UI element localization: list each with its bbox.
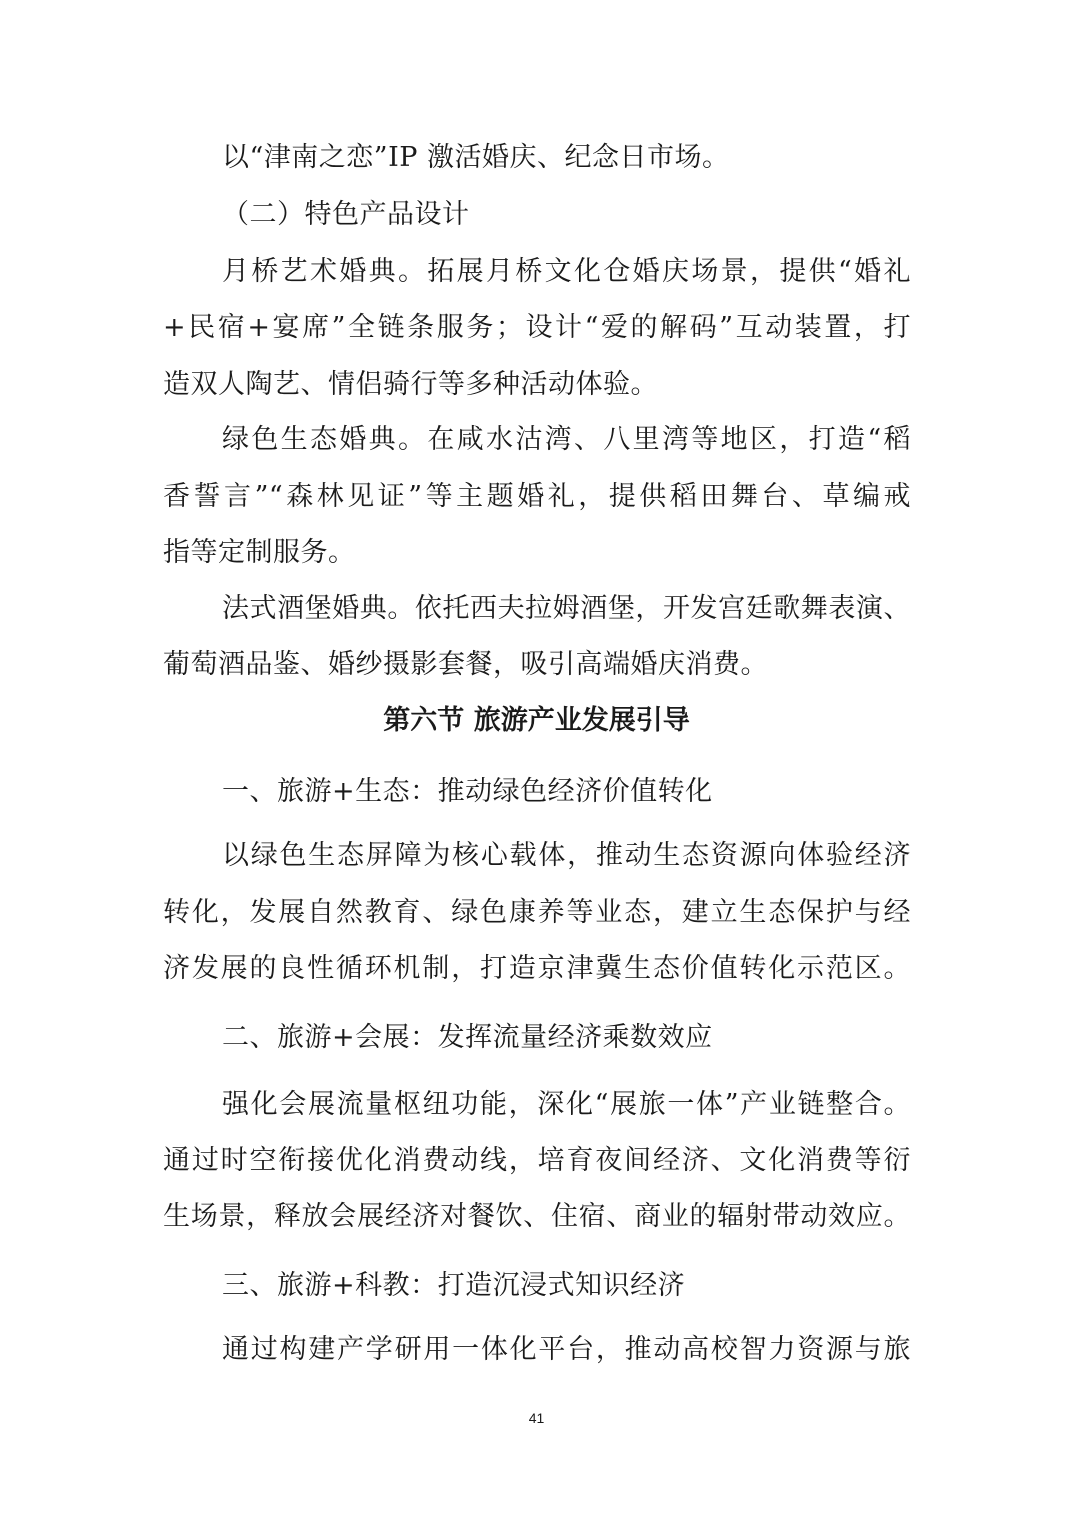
text-line: 济发展的良性循环机制，打造京津冀生态价值转化示范区。 [163,953,911,984]
text-line: 生场景，释放会展经济对餐饮、住宿、商业的辐射带动效应。 [163,1201,911,1232]
section-title: 第六节 旅游产业发展引导 [383,705,690,736]
text-line: +民宿+宴席”全链条服务；设计“爱的解码”互动装置，打 [163,312,911,343]
text-line: 葡萄酒品鉴、婚纱摄影套餐，吸引高端婚庆消费。 [163,649,768,680]
text-line: 绿色生态婚典。在咸水沽湾、八里湾等地区，打造“稻 [222,424,911,455]
subsection-heading: 三、旅游+科教：打造沉浸式知识经济 [222,1270,686,1301]
text-line: 转化，发展自然教育、绿色康养等业态，建立生态保护与经 [163,897,911,928]
text-line: 香誓言”“森林见证”等主题婚礼，提供稻田舞台、草编戒 [163,481,911,512]
text-line: 以“津南之恋”IP 激活婚庆、纪念日市场。 [222,142,730,173]
subsection-heading: 一、旅游+生态：推动绿色经济价值转化 [222,776,713,807]
text-line: 造双人陶艺、情侣骑行等多种活动体验。 [163,369,658,400]
subsection-heading: （二）特色产品设计 [222,199,470,230]
text-line: 强化会展流量枢纽功能，深化“展旅一体”产业链整合。 [222,1089,911,1120]
text-line: 月桥艺术婚典。拓展月桥文化仓婚庆场景，提供“婚礼 [222,256,911,287]
text-line: 法式酒堡婚典。依托西夫拉姆酒堡，开发宫廷歌舞表演、 [222,593,911,624]
page-number: 41 [528,1410,545,1426]
text-line: 以绿色生态屏障为核心载体，推动生态资源向体验经济 [222,840,911,871]
subsection-heading: 二、旅游+会展：发挥流量经济乘数效应 [222,1022,713,1053]
text-line: 通过构建产学研用一体化平台，推动高校智力资源与旅 [222,1334,911,1365]
text-line: 通过时空衔接优化消费动线，培育夜间经济、文化消费等衍 [163,1145,911,1176]
text-line: 指等定制服务。 [163,537,356,568]
